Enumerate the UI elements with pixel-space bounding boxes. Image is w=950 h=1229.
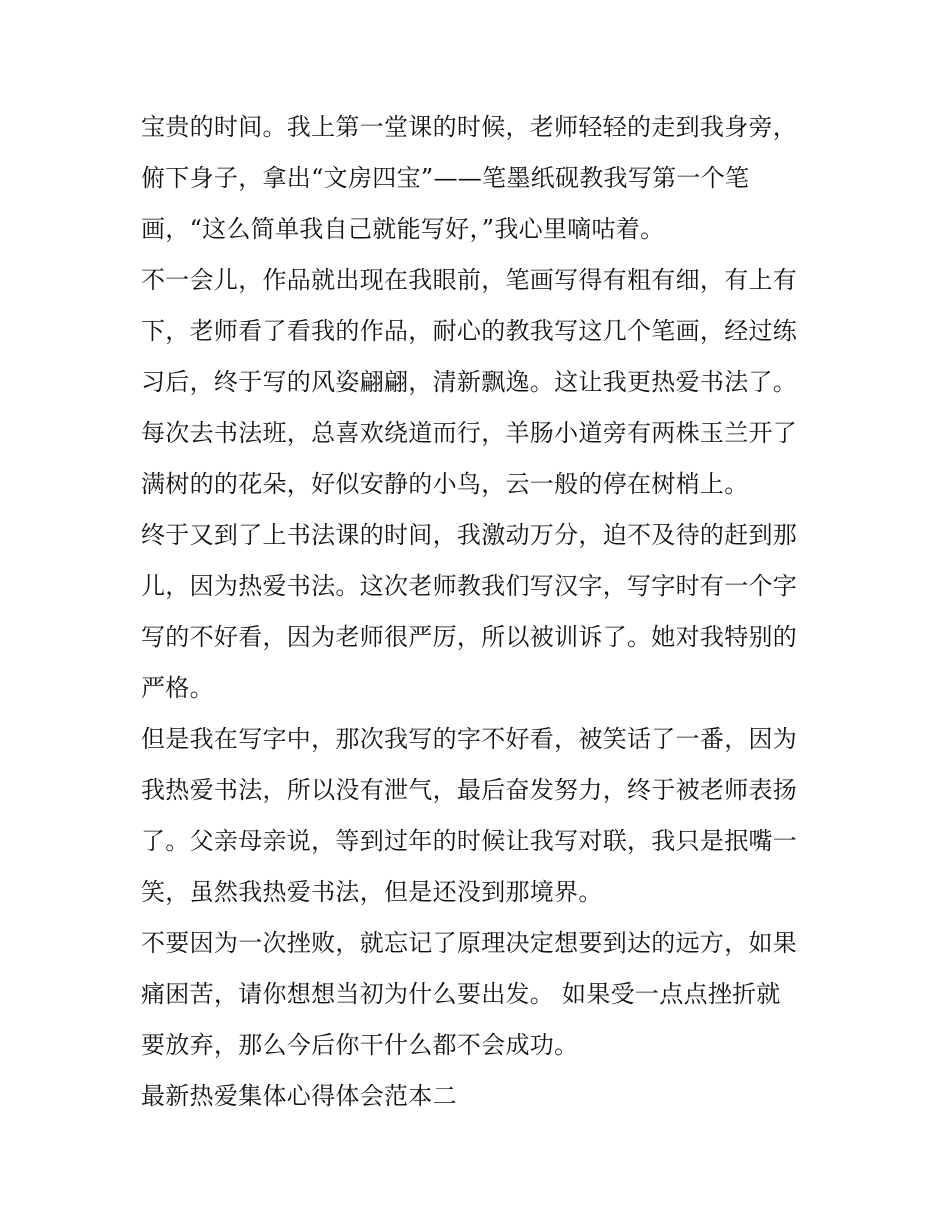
text-line: 要放弃，那么今后你干什么都不会成功。: [141, 1031, 579, 1059]
text-line: 满树的的花朵，好似安静的小鸟，云一般的停在树梢上。: [141, 470, 749, 498]
text-line: 俯下身子，拿出“文房四宝”——笔墨纸砚教我写第一个笔: [141, 164, 750, 192]
text-line: 下，老师看了看我的作品，耐心的教我写这几个笔画，经过练: [141, 317, 798, 345]
text-line: 宝贵的时间。我上第一堂课的时候，老师轻轻的走到我身旁，: [141, 113, 798, 141]
text-line: 儿，因为热爱书法。这次老师教我们写汉字，写字时有一个字: [141, 572, 798, 600]
text-line: 痛困苦，请你想想当初为什么要出发。 如果受一点点挫折就: [141, 980, 781, 1008]
text-line: 写的不好看，因为老师很严厉，所以被训诉了。她对我特别的: [141, 623, 798, 651]
text-line: 不要因为一次挫败，就忘记了原理决定想要到达的远方，如果: [141, 929, 798, 957]
text-line: 每次去书法班，总喜欢绕道而行，羊肠小道旁有两株玉兰开了: [141, 419, 798, 447]
text-line: 不一会儿，作品就出现在我眼前，笔画写得有粗有细，有上有: [141, 266, 798, 294]
text-line: 了。父亲母亲说，等到过年的时候让我写对联，我只是抿嘴一: [141, 827, 798, 855]
text-line: 我热爱书法，所以没有泄气，最后奋发努力，终于被老师表扬: [141, 776, 798, 804]
document-body: [141, 108, 821, 1128]
text-line: 严格。: [141, 674, 214, 702]
section-heading: 最新热爱集体心得体会范本二: [141, 1082, 457, 1110]
text-line: 画，“这么简单我自己就能写好，”我心里嘀咕着。: [141, 215, 665, 243]
text-line: 笑，虽然我热爱书法，但是还没到那境界。: [141, 878, 603, 906]
text-line: 但是我在写字中，那次我写的字不好看，被笑话了一番，因为: [141, 725, 798, 753]
text-line: 终于又到了上书法课的时间，我激动万分，迫不及待的赶到那: [141, 521, 798, 549]
text-line: 习后，终于写的风姿翩翩，清新飘逸。这让我更热爱书法了。: [141, 368, 798, 396]
